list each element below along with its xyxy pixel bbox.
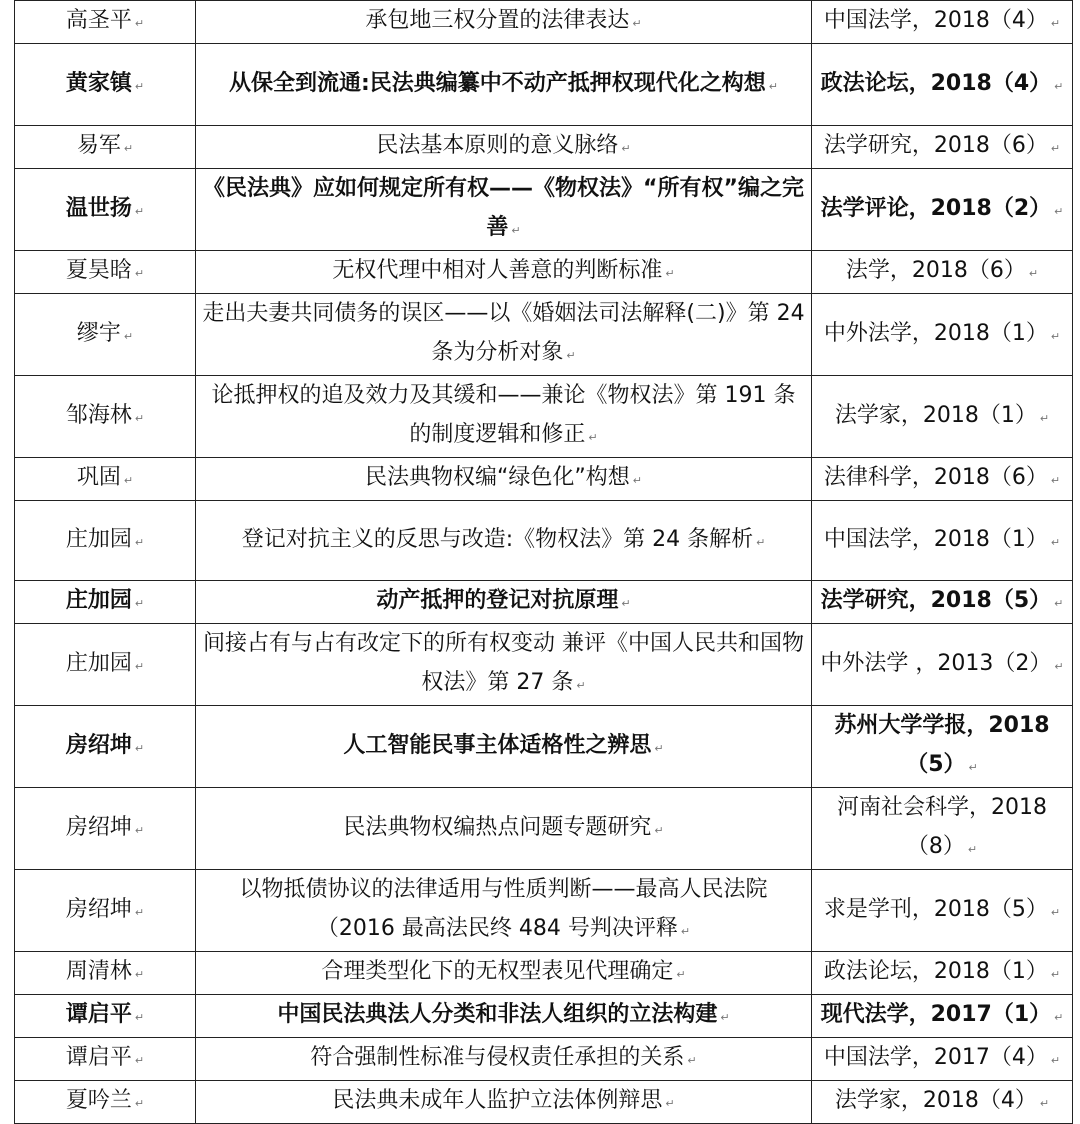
journal-text: 中国法学，2018（4）: [823, 8, 1048, 33]
title-text: 登记对抗主义的反思与改造:《物权法》第 24 条解析: [241, 526, 754, 552]
author-text: 庄加园: [65, 526, 132, 552]
paragraph-mark-icon: [1054, 80, 1063, 93]
journal-cell: [812, 1, 1073, 44]
table-row: [15, 376, 1073, 458]
journal-cell: [812, 169, 1073, 251]
journal-cell: [812, 126, 1073, 169]
title-text: 间接占有与占有改定下的所有权变动 兼评《中国人民共和国物权法》第 27 条: [203, 631, 804, 695]
author-text: 周清林: [65, 959, 132, 984]
author-cell: [15, 788, 196, 870]
citation-table-body: [15, 1, 1073, 1124]
paragraph-mark-icon: [135, 1054, 144, 1067]
paragraph-mark-icon: [665, 1097, 674, 1110]
journal-text: 中外法学，2018（1）: [823, 320, 1048, 346]
title-cell: [196, 624, 812, 706]
title-text: 无权代理中相对人善意的判断标准: [332, 258, 663, 283]
paragraph-mark-icon: [135, 1097, 144, 1110]
paragraph-mark-icon: [968, 843, 977, 856]
title-cell: [196, 376, 812, 458]
title-text: 符合强制性标准与侵权责任承担的关系: [310, 1045, 685, 1070]
journal-text: 政法论坛，2018（1）: [823, 959, 1048, 984]
paragraph-mark-icon: [576, 679, 585, 692]
table-row: [15, 706, 1073, 788]
paragraph-mark-icon: [621, 597, 630, 610]
table-row: [15, 44, 1073, 126]
table-row: [15, 1081, 1073, 1124]
title-text: 人工智能民事主体适格性之辨思: [343, 732, 652, 758]
table-row: [15, 294, 1073, 376]
title-cell: [196, 44, 812, 126]
author-text: 夏昊晗: [65, 258, 132, 283]
journal-cell: [812, 624, 1073, 706]
paragraph-mark-icon: [135, 742, 144, 755]
journal-cell: [812, 870, 1073, 952]
paragraph-mark-icon: [1054, 205, 1063, 218]
journal-cell: [812, 706, 1073, 788]
journal-cell: [812, 995, 1073, 1038]
title-text: 合理类型化下的无权型表见代理确定: [321, 959, 674, 984]
paragraph-mark-icon: [588, 431, 597, 444]
paragraph-mark-icon: [1051, 906, 1060, 919]
title-cell: [196, 501, 812, 581]
paragraph-mark-icon: [676, 968, 685, 981]
journal-text: 政法论坛，2018（4）: [820, 70, 1052, 96]
author-text: 房绍坤: [65, 732, 132, 758]
author-text: 谭启平: [65, 1002, 132, 1027]
title-text: 中国民法典法人分类和非法人组织的立法构建: [277, 1002, 718, 1027]
journal-cell: [812, 251, 1073, 294]
title-text: 《民法典》应如何规定所有权——《物权法》“所有权”编之完善: [203, 176, 804, 240]
author-cell: [15, 1038, 196, 1081]
title-text: 民法基本原则的意义脉络: [376, 133, 619, 158]
author-cell: [15, 376, 196, 458]
title-text: 以物抵债协议的法律适用与性质判断——最高人民法院（2016 最高法民终 484 号判决评释: [239, 877, 768, 941]
title-cell: [196, 870, 812, 952]
author-text: 房绍坤: [65, 814, 132, 840]
title-text: 民法典未成年人监护立法体例辩思: [332, 1088, 663, 1113]
table-row: [15, 624, 1073, 706]
table-row: [15, 581, 1073, 624]
paragraph-mark-icon: [1040, 1097, 1049, 1110]
paragraph-mark-icon: [632, 17, 641, 30]
journal-cell: [812, 501, 1073, 581]
author-text: 房绍坤: [65, 896, 132, 922]
paragraph-mark-icon: [135, 824, 144, 837]
title-cell: [196, 706, 812, 788]
author-cell: [15, 1, 196, 44]
title-text: 论抵押权的追及效力及其缓和——兼论《物权法》第 191 条的制度逻辑和修正: [211, 383, 796, 447]
paragraph-mark-icon: [135, 17, 144, 30]
journal-text: 法学研究，2018（5）: [820, 588, 1052, 613]
paragraph-mark-icon: [1054, 660, 1063, 673]
paragraph-mark-icon: [1051, 142, 1060, 155]
author-text: 高圣平: [65, 8, 132, 33]
journal-text: 法学，2018（6）: [845, 258, 1026, 283]
paragraph-mark-icon: [135, 660, 144, 673]
title-cell: [196, 251, 812, 294]
title-cell: [196, 126, 812, 169]
journal-text: 法学评论，2018（2）: [820, 195, 1052, 221]
author-cell: [15, 1081, 196, 1124]
table-row: [15, 501, 1073, 581]
paragraph-mark-icon: [135, 205, 144, 218]
paragraph-mark-icon: [135, 80, 144, 93]
author-cell: [15, 501, 196, 581]
table-row: [15, 458, 1073, 501]
author-cell: [15, 458, 196, 501]
paragraph-mark-icon: [124, 330, 133, 343]
paragraph-mark-icon: [566, 349, 575, 362]
paragraph-mark-icon: [720, 1011, 729, 1024]
journal-cell: [812, 581, 1073, 624]
title-text: 动产抵押的登记对抗原理: [376, 588, 619, 613]
paragraph-mark-icon: [135, 968, 144, 981]
journal-text: 求是学刊，2018（5）: [823, 896, 1048, 922]
table-row: [15, 251, 1073, 294]
paragraph-mark-icon: [654, 742, 663, 755]
author-cell: [15, 251, 196, 294]
paragraph-mark-icon: [665, 267, 674, 280]
title-cell: [196, 1081, 812, 1124]
title-cell: [196, 995, 812, 1038]
citation-table: [14, 0, 1073, 1124]
author-cell: [15, 169, 196, 251]
title-cell: [196, 952, 812, 995]
paragraph-mark-icon: [511, 224, 520, 237]
title-text: 民法典物权编热点问题专题研究: [343, 814, 652, 840]
author-text: 邹海林: [65, 402, 132, 428]
title-cell: [196, 458, 812, 501]
journal-cell: [812, 952, 1073, 995]
author-text: 黄家镇: [65, 70, 132, 96]
journal-cell: [812, 1038, 1073, 1081]
title-text: 承包地三权分置的法律表达: [365, 8, 630, 33]
author-text: 谭启平: [65, 1045, 132, 1070]
table-row: [15, 952, 1073, 995]
author-cell: [15, 995, 196, 1038]
table-row: [15, 995, 1073, 1038]
paragraph-mark-icon: [633, 474, 642, 487]
paragraph-mark-icon: [1054, 597, 1063, 610]
table-row: [15, 870, 1073, 952]
paragraph-mark-icon: [1054, 1011, 1063, 1024]
paragraph-mark-icon: [135, 1011, 144, 1024]
paragraph-mark-icon: [621, 142, 630, 155]
journal-text: 中外法学 ，2013（2）: [820, 650, 1052, 676]
paragraph-mark-icon: [1051, 330, 1060, 343]
paragraph-mark-icon: [681, 925, 690, 938]
title-cell: [196, 1, 812, 44]
author-cell: [15, 126, 196, 169]
author-text: 夏吟兰: [65, 1088, 132, 1113]
paragraph-mark-icon: [969, 761, 978, 774]
author-cell: [15, 294, 196, 376]
table-row: [15, 126, 1073, 169]
paragraph-mark-icon: [124, 474, 133, 487]
title-cell: [196, 294, 812, 376]
journal-cell: [812, 458, 1073, 501]
table-row: [15, 788, 1073, 870]
author-text: 易军: [76, 133, 121, 158]
paragraph-mark-icon: [756, 536, 765, 549]
paragraph-mark-icon: [769, 80, 778, 93]
author-cell: [15, 952, 196, 995]
journal-text: 法学家，2018（1）: [834, 402, 1037, 428]
title-cell: [196, 581, 812, 624]
author-text: 缪宇: [76, 320, 121, 346]
paragraph-mark-icon: [135, 536, 144, 549]
paragraph-mark-icon: [1051, 536, 1060, 549]
title-text: 从保全到流通:民法典编纂中不动产抵押权现代化之构想: [228, 70, 766, 96]
paragraph-mark-icon: [654, 824, 663, 837]
title-text: 民法典物权编“绿色化”构想: [364, 465, 630, 490]
paragraph-mark-icon: [1029, 267, 1038, 280]
journal-cell: [812, 44, 1073, 126]
paragraph-mark-icon: [135, 906, 144, 919]
journal-text: 现代法学，2017（1）: [820, 1002, 1052, 1027]
table-row: [15, 169, 1073, 251]
table-row: [15, 1, 1073, 44]
journal-text: 法学家，2018（4）: [834, 1088, 1037, 1113]
paragraph-mark-icon: [124, 142, 133, 155]
title-cell: [196, 169, 812, 251]
journal-text: 法学研究，2018（6）: [823, 133, 1048, 158]
paragraph-mark-icon: [135, 597, 144, 610]
journal-cell: [812, 1081, 1073, 1124]
author-cell: [15, 581, 196, 624]
journal-text: 中国法学，2018（1）: [823, 526, 1048, 552]
paragraph-mark-icon: [1040, 412, 1049, 425]
author-text: 庄加园: [65, 650, 132, 676]
table-row: [15, 1038, 1073, 1081]
author-cell: [15, 44, 196, 126]
author-text: 温世扬: [65, 195, 132, 221]
paragraph-mark-icon: [1051, 17, 1060, 30]
journal-text: 河南社会科学，2018（8）: [837, 795, 1047, 859]
paragraph-mark-icon: [1051, 1054, 1060, 1067]
author-text: 巩固: [76, 465, 121, 490]
title-cell: [196, 788, 812, 870]
paragraph-mark-icon: [1051, 474, 1060, 487]
journal-cell: [812, 376, 1073, 458]
author-text: 庄加园: [65, 588, 132, 613]
title-cell: [196, 1038, 812, 1081]
author-cell: [15, 706, 196, 788]
paragraph-mark-icon: [135, 267, 144, 280]
paragraph-mark-icon: [1051, 968, 1060, 981]
paragraph-mark-icon: [687, 1054, 696, 1067]
journal-cell: [812, 294, 1073, 376]
author-cell: [15, 870, 196, 952]
author-cell: [15, 624, 196, 706]
paragraph-mark-icon: [135, 412, 144, 425]
journal-text: 中国法学，2017（4）: [823, 1045, 1048, 1070]
journal-text: 法律科学，2018（6）: [823, 465, 1048, 490]
journal-text: 苏州大学学报，2018（5）: [834, 713, 1050, 777]
journal-cell: [812, 788, 1073, 870]
title-text: 走出夫妻共同债务的误区——以《婚姻法司法解释(二)》第 24 条为分析对象: [202, 301, 805, 365]
